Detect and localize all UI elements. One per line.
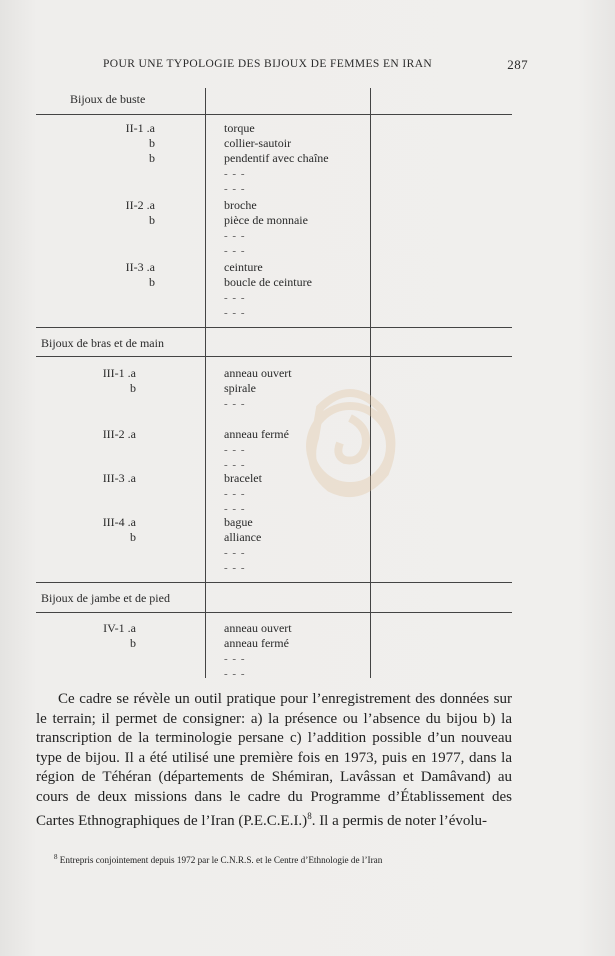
paragraph-text: Ce cadre se révèle un outil pratique pour l’enregistrement des données sur le terrain; il permet de consigner: a) la présence ou l’absence du bijou b) la transcription de la terminologie persane c) l’addition possible d’un nouveau type de bijou. Il a été utilisé une première fois en 1973, puis en 1977, dans la région de Téhéran (départements de Shémiran, Lavâssan et Damâvand) au cours de deux missions dans le cadre du Programme d’Établissement des Cartes Ethnographiques de l’Iran (P.E.C.E.I.) (36, 691, 512, 829)
row-divider (36, 356, 512, 357)
placeholder-dash: - - - (224, 292, 246, 304)
column-divider (205, 88, 206, 678)
type-code: II-3 .a (125, 260, 155, 274)
footnote (54, 853, 524, 865)
type-code: b (130, 530, 136, 544)
term: spirale (224, 381, 256, 395)
running-title: POUR UNE TYPOLOGIE DES BIJOUX DE FEMMES EN IRAN (103, 58, 433, 70)
term: bague (224, 515, 253, 529)
footnote-reference[interactable]: 8 (307, 811, 312, 821)
term: anneau ouvert (224, 366, 292, 380)
term: pièce de monnaie (224, 213, 308, 227)
placeholder-dash: - - - (224, 183, 246, 195)
type-code: b (149, 213, 155, 227)
type-code: II-1 .a (125, 121, 155, 135)
paragraph-continuation: . Il a permis de noter l’évolu- (311, 813, 488, 829)
type-code: b (149, 136, 155, 150)
term: collier-sautoir (224, 136, 292, 150)
placeholder-dash: - - - (224, 653, 246, 665)
term: bracelet (224, 471, 262, 485)
placeholder-dash: - - - (224, 398, 246, 410)
type-code: III-3 .a (102, 471, 136, 485)
section-label: Bijoux de jambe et de pied (41, 591, 170, 605)
placeholder-dash: - - - (224, 230, 246, 242)
term: broche (224, 198, 257, 212)
term: boucle de ceinture (224, 275, 312, 289)
term: torque (224, 121, 255, 135)
placeholder-dash: - - - (224, 488, 246, 500)
term: pendentif avec chaîne (224, 151, 329, 165)
term: anneau fermé (224, 636, 289, 650)
row-divider (36, 114, 512, 115)
type-code: III-2 .a (102, 427, 136, 441)
placeholder-dash: - - - (224, 503, 246, 515)
placeholder-dash: - - - (224, 562, 246, 574)
row-divider (36, 612, 512, 613)
type-code: II-2 .a (125, 198, 155, 212)
placeholder-dash: - - - (224, 168, 246, 180)
page-number: 287 (507, 57, 528, 72)
type-code: III-1 .a (102, 366, 136, 380)
placeholder-dash: - - - (224, 307, 246, 319)
term: ceinture (224, 260, 263, 274)
placeholder-dash: - - - (224, 668, 246, 680)
type-code: b (130, 636, 136, 650)
placeholder-dash: - - - (224, 459, 246, 471)
placeholder-dash: - - - (224, 245, 246, 257)
jewelry-typology-table (36, 88, 512, 678)
placeholder-dash: - - - (224, 444, 246, 456)
term: alliance (224, 530, 262, 544)
term: anneau ouvert (224, 621, 292, 635)
term: anneau fermé (224, 427, 289, 441)
section-label: Bijoux de buste (70, 92, 146, 106)
placeholder-dash: - - - (224, 547, 246, 559)
section-label: Bijoux de bras et de main (41, 336, 164, 350)
row-divider (36, 327, 512, 328)
type-code: b (149, 275, 155, 289)
type-code: b (149, 151, 155, 165)
body-paragraph (36, 690, 512, 832)
footnote-marker: 8 (54, 853, 58, 861)
type-code: III-4 .a (102, 515, 136, 529)
type-code: IV-1 .a (103, 621, 136, 635)
row-divider (36, 582, 512, 583)
footnote-text: Entrepris conjointement depuis 1972 par le C.N.R.S. et le Centre d’Ethnologie de l’Iran (59, 855, 383, 866)
type-code: b (130, 381, 136, 395)
library-stamp-watermark (290, 368, 410, 518)
